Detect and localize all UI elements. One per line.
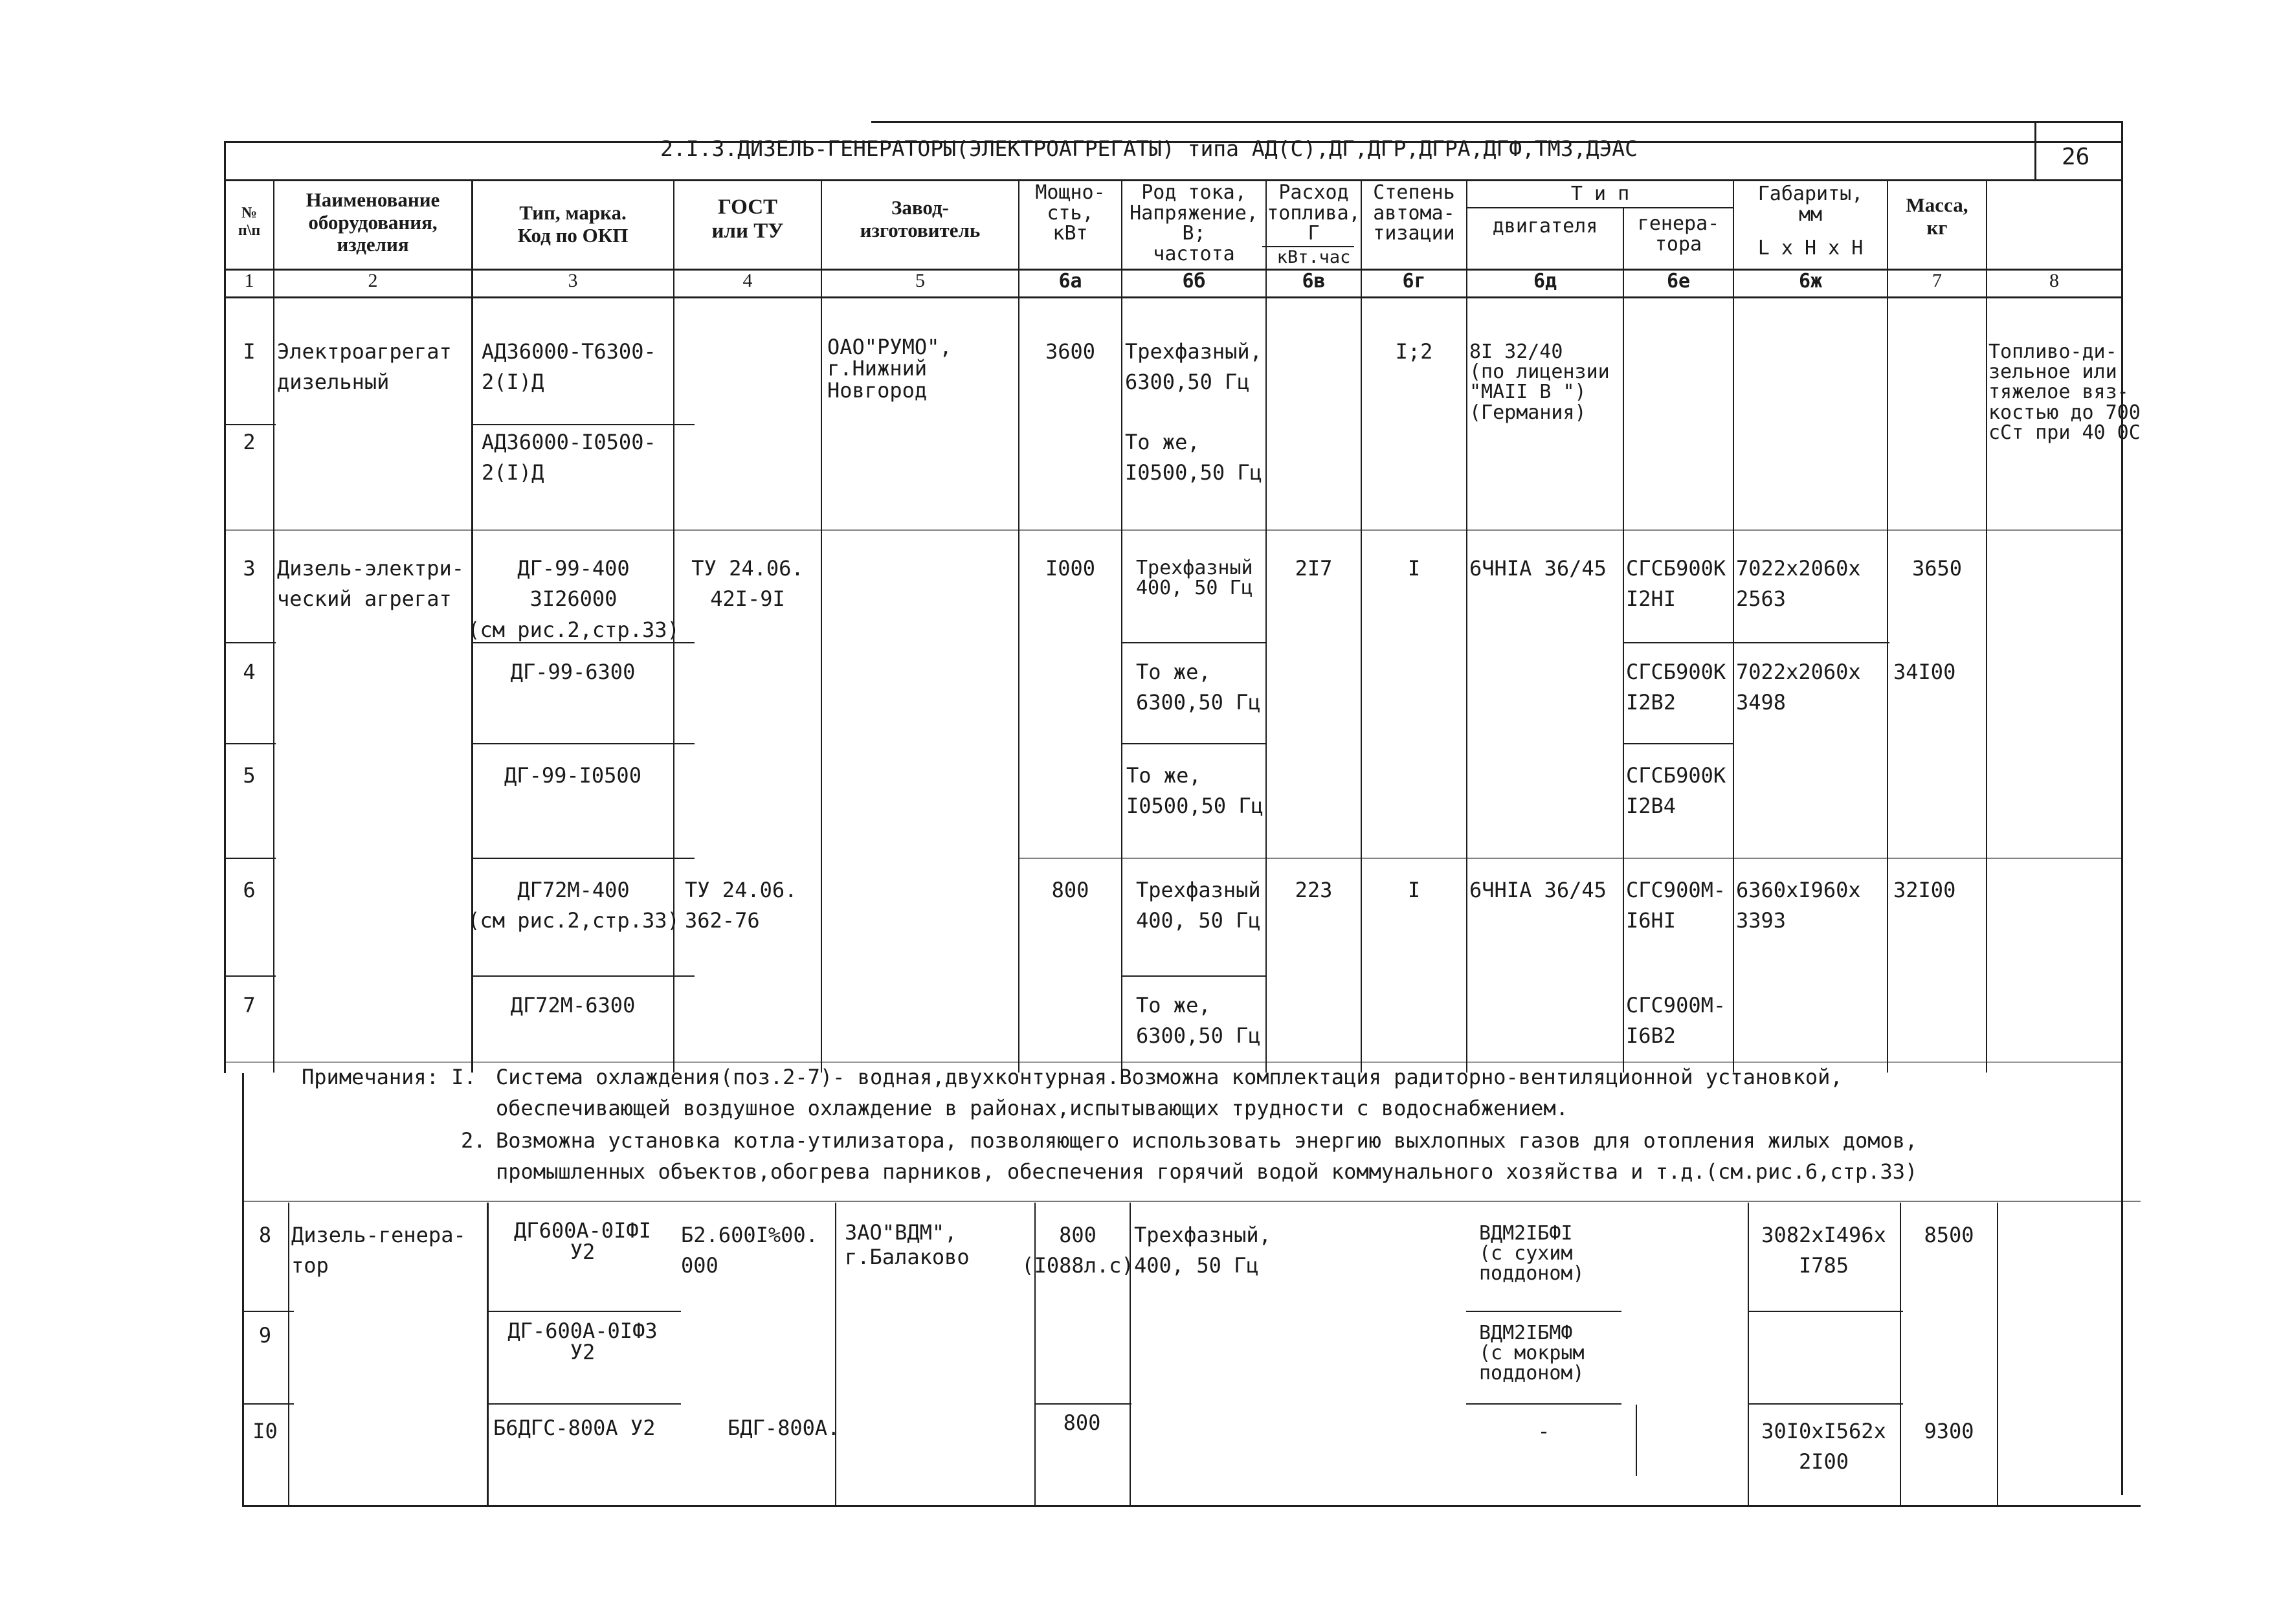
engine-type: 8I 32/40 (по лицензии "MAII B ") (Германия) <box>1469 340 1610 424</box>
equipment-name: Дизель-электри- ческий агрегат <box>277 556 464 612</box>
current-type: То же, 6300,50 Гц <box>1136 660 1261 715</box>
equipment-type: ДГ-99-6300 <box>510 660 636 684</box>
current-type: То же, 6300,50 Гц <box>1136 993 1261 1049</box>
fuel-consumption: 223 <box>1295 878 1333 902</box>
power: 3600 <box>1045 339 1096 364</box>
notes-label: Примечания: I. <box>302 1065 476 1089</box>
generator-type: СГСБ900К I2HI <box>1626 556 1726 612</box>
colnum-6e: 6е <box>1666 270 1691 293</box>
mass: 3650 <box>1911 556 1963 581</box>
row-number: 2 <box>243 430 256 454</box>
dimensions: 3082xI496x I785 <box>1761 1223 1886 1278</box>
mass: 8500 <box>1924 1223 1974 1247</box>
power: 800 (I088л.с) <box>1021 1223 1134 1278</box>
gost: ТУ 24.06. 42I-9I <box>691 556 804 612</box>
row-number: 7 <box>243 993 256 1018</box>
dimensions: 7022x2060x 3498 <box>1736 660 1861 715</box>
equipment-name: Электроагрегат дизельный <box>277 339 452 395</box>
equipment-type: ДГ72М-6300 <box>510 993 636 1018</box>
mass: 34I00 <box>1893 660 1956 684</box>
equipment-type: ДГ-600А-0IФ3 У2 <box>507 1318 658 1365</box>
colnum-6a: 6а <box>1058 270 1082 293</box>
header-fuel-unit: кВт.час <box>1276 247 1351 267</box>
page-number: 26 <box>2062 144 2090 170</box>
manufacturer: ОАО"РУМО", г.Нижний Новгород <box>827 335 952 403</box>
automation-level: I;2 <box>1395 339 1433 364</box>
engine-type: 6ЧНIА 36/45 <box>1469 878 1607 902</box>
header-gost: ГОСТ или ТУ <box>711 195 784 243</box>
header-mass: Масса, кг <box>1906 194 1968 239</box>
colnum-6b: 6б <box>1182 270 1206 293</box>
header-fuel: Расход топлива, Г <box>1267 181 1361 245</box>
header-power: Мощно- сть, кВт <box>1035 181 1106 245</box>
page-title: 2.I.3.ДИЗЕЛЬ-ГЕНЕРАТОРЫ(ЭЛЕКТРОАГРЕГАТЫ) типа АД(С),ДГ,ДГР,ДГРА,ДГФ,ТМЗ,ДЭАС <box>660 136 1638 161</box>
current-type: То же, I0500,50 Гц <box>1125 430 1262 485</box>
current-type: Трехфазный, 6300,50 Гц <box>1125 339 1262 395</box>
colnum-2: 2 <box>368 270 378 291</box>
equipment-type: АДЗ6000-Т6300- 2(I)Д <box>482 339 656 395</box>
colnum-1: 1 <box>244 270 254 291</box>
colnum-6g: 6г <box>1402 270 1426 293</box>
colnum-4: 4 <box>742 270 753 291</box>
mass: 9300 <box>1924 1419 1974 1443</box>
row-number: 6 <box>243 878 256 902</box>
colnum-6d: 6д <box>1533 270 1557 293</box>
row-number: 3 <box>243 556 256 581</box>
row-number: 8 <box>258 1223 272 1247</box>
row-number: 5 <box>243 763 256 788</box>
engine-type: 6ЧНIА 36/45 <box>1469 556 1607 581</box>
row-number: I0 <box>252 1419 278 1443</box>
colnum-8: 8 <box>2049 270 2059 291</box>
colnum-6v: 6в <box>1302 270 1326 293</box>
current-type: Трехфазный 400, 50 Гц <box>1136 557 1253 600</box>
gost: Б2.600I%00. 000 <box>681 1223 818 1278</box>
automation-level: I <box>1407 556 1421 581</box>
row-note: Топливо-ди- зельное или тяжелое вяз- костью до 700 сСт при 40 0С <box>1988 340 2141 444</box>
power: I000 <box>1045 556 1096 581</box>
equipment-type: ДГ72М-400 (см рис.2,стр.33) <box>467 878 680 933</box>
generator-type: СГС900М- I6B2 <box>1626 993 1726 1049</box>
dimensions: 30I0xI562x 2I00 <box>1761 1419 1886 1474</box>
current-type: То же, I0500,50 Гц <box>1126 763 1264 819</box>
header-dims-formula: L x H x H <box>1757 237 1864 260</box>
dimensions: 6360xI960x 3393 <box>1736 878 1861 933</box>
note-1-line-1: Система охлаждения(поз.2-7)- водная,двухконтурная.Возможна комплектация радиторно-вентиляционной установкой, <box>496 1065 1843 1089</box>
header-engine: двигателя <box>1492 215 1598 238</box>
header-plant: Завод- изготовитель <box>860 196 981 241</box>
dimensions: 7022x2060x 2563 <box>1736 556 1861 612</box>
generator-type: СГСБ900К I2B2 <box>1626 660 1726 715</box>
equipment-type: ДГ-99-I0500 <box>504 763 641 788</box>
note-2-line-2: промышленных объектов,обогрева парников, обеспечения горячий водой коммунального хозяйства и т.д.(см.рис.6,стр.33) <box>496 1159 1918 1184</box>
engine-type: ВДМ2IБМФ (с мокрым поддоном) <box>1479 1322 1585 1385</box>
row-number: I <box>243 339 256 364</box>
mass: 32I00 <box>1893 878 1956 902</box>
gost: ТУ 24.06. 362-76 <box>685 878 797 933</box>
engine-type: - <box>1537 1419 1550 1443</box>
header-dims: Габариты, мм <box>1757 183 1864 226</box>
power: 800 <box>1051 878 1089 902</box>
gost: БДГ-800А. <box>728 1416 840 1440</box>
colnum-7: 7 <box>1932 270 1942 291</box>
note-1-line-2: обеспечивающей воздушное охлаждение в районах,испытывающих трудности с водоснабжением. <box>496 1096 1568 1120</box>
generator-type: СГСБ900К I2B4 <box>1626 763 1726 819</box>
equipment-type: ДГ-99-400 3I26000 (см рис.2,стр.33) <box>467 556 680 642</box>
colnum-6zh: 6ж <box>1798 270 1823 293</box>
row-number: 4 <box>243 660 256 684</box>
manufacturer: ЗАО"ВДМ", г.Балаково <box>845 1220 970 1270</box>
note-2-line-1: Возможна установка котла-утилизатора, позволяющего использовать энергию выхлопных газов для отопления жилых домов, <box>496 1128 1918 1153</box>
colnum-5: 5 <box>915 270 925 291</box>
current-type: Трехфазный 400, 50 Гц <box>1136 878 1261 933</box>
generator-type: СГС900М- I6HI <box>1626 878 1726 933</box>
current-type: Трехфазный, 400, 50 Гц <box>1134 1223 1271 1278</box>
fuel-consumption: 2I7 <box>1295 556 1333 581</box>
equipment-type: АДЗ6000-I0500- 2(I)Д <box>482 430 656 485</box>
equipment-type: Б6ДГС-800А У2 <box>493 1416 656 1440</box>
header-type-group: Т и п <box>1570 183 1630 205</box>
equipment-name: Дизель-генера- тор <box>291 1223 466 1278</box>
header-name: Наименование оборудования, изделия <box>306 188 440 256</box>
header-num: № п\п <box>238 205 261 239</box>
equipment-type: ДГ600А-0IФI У2 <box>514 1218 651 1265</box>
header-current: Род тока, Напряжение, В; частота <box>1130 181 1258 265</box>
header-generator: генера- тора <box>1637 212 1720 256</box>
engine-type: ВДМ2IБФI (с сухим поддоном) <box>1479 1222 1585 1285</box>
header-type: Тип, марка. Код по ОКП <box>517 201 629 247</box>
colnum-3: 3 <box>568 270 578 291</box>
row-number: 9 <box>258 1323 272 1348</box>
header-automation: Степень автома- тизации <box>1373 181 1455 245</box>
power: 800 <box>1063 1410 1101 1435</box>
automation-level: I <box>1407 878 1421 902</box>
note-2-number: 2. <box>461 1128 486 1153</box>
